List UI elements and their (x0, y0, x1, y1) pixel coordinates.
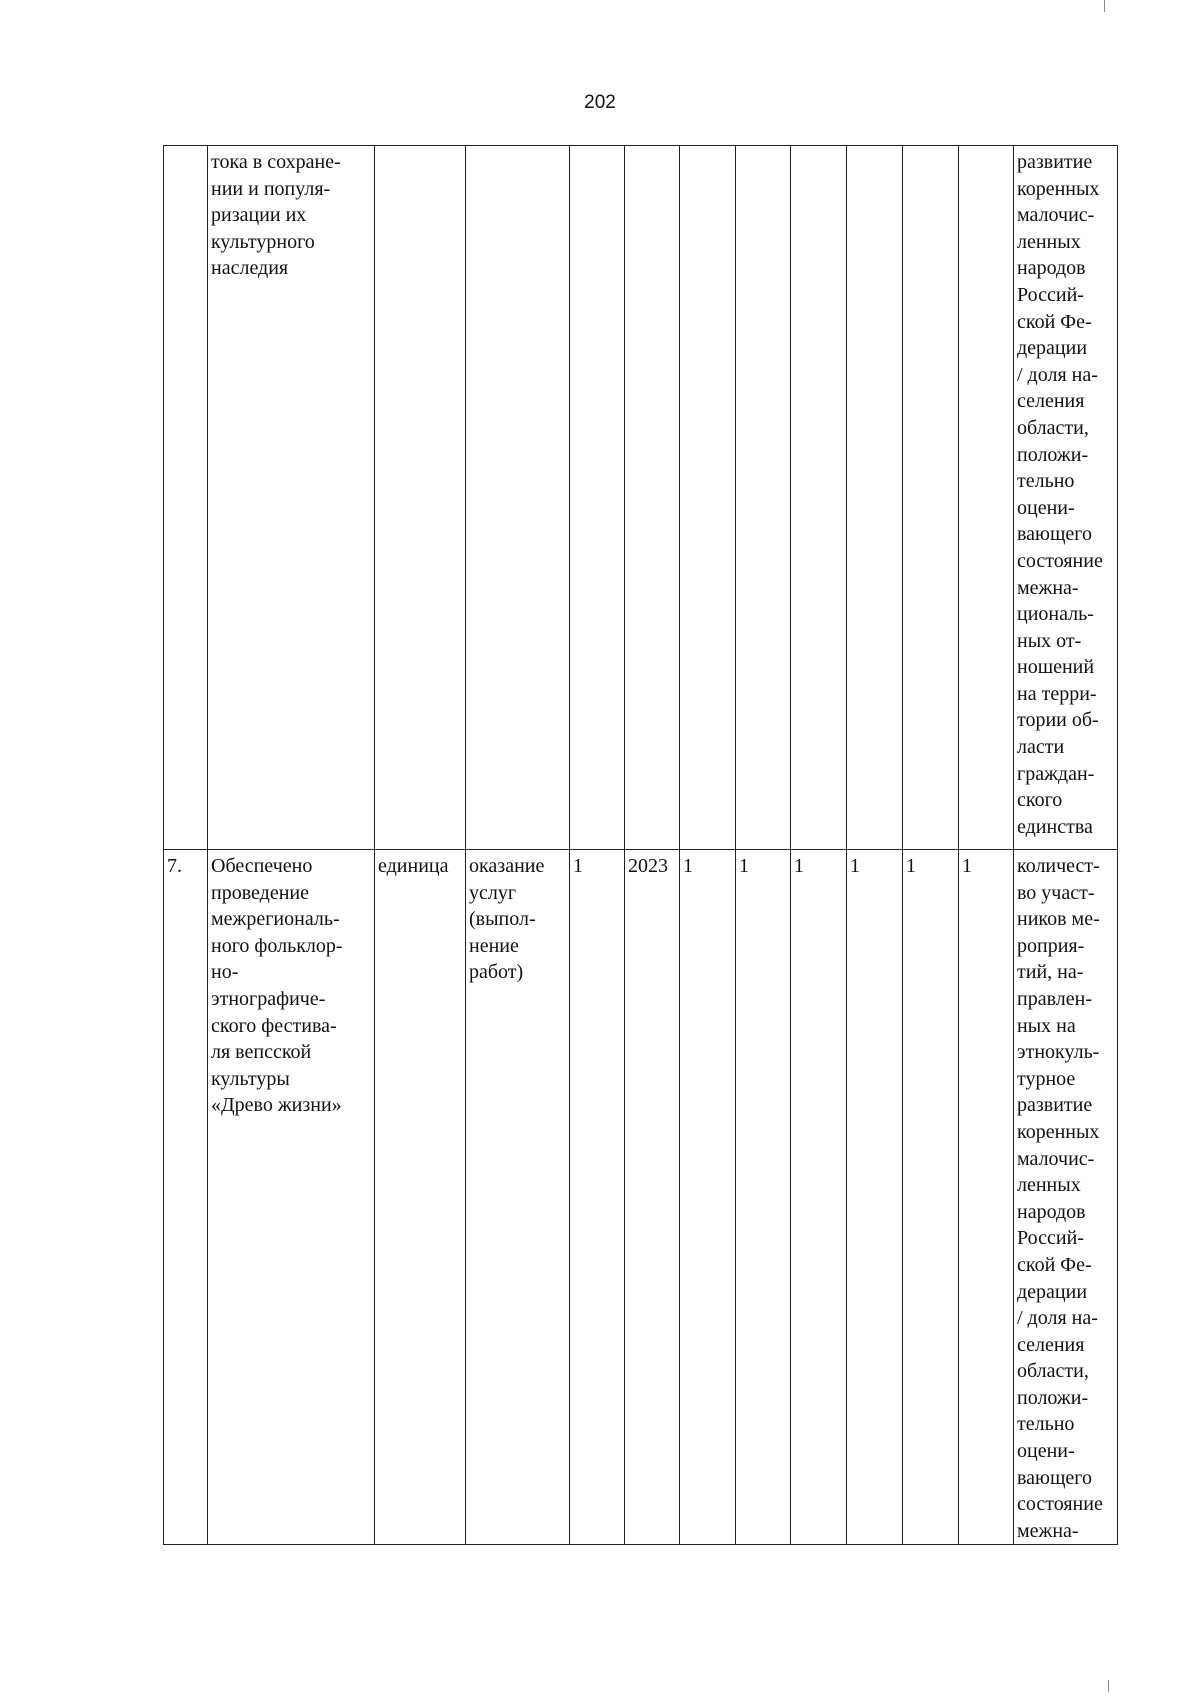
cell-year-value: 1 (903, 850, 959, 1545)
scan-mark-bottom (1108, 1680, 1109, 1692)
cell-indicator: развитие коренных малочис- ленных народов Россий- ской Фе- дерации / доля на- селения области, положи- тельно оцени- вающего состояние межна- циональ- ных от- ношений на терри- тории об- ласти граждан- ского единства (1014, 146, 1118, 850)
cell-result-name: Обеспечено проведение межрегиональ- ного фольклор- но- этнографиче- ского фестива- ля вепсской культуры «Древо жизни» (208, 850, 375, 1545)
cell-unit: единица (375, 850, 466, 1545)
cell-type: оказание услуг (выпол- нение работ) (466, 850, 570, 1545)
cell-year-value (959, 146, 1014, 850)
cell-indicator: количест- во участ- ников ме- роприя- тий, на- правлен- ных на этнокуль- турное развитие коренных малочис- ленных народов Россий- ской Фе- дерации / доля на- селения области, положи- тельно оцени- вающего состояние межна- (1014, 850, 1118, 1545)
cell-type (466, 146, 570, 850)
cell-unit (375, 146, 466, 850)
cell-year-value (847, 146, 903, 850)
cell-year-value: 1 (680, 850, 736, 1545)
page-number: 202 (584, 92, 616, 113)
cell-year-value: 1 (847, 850, 903, 1545)
table-row (164, 146, 1118, 850)
cell-year-value: 1 (791, 850, 847, 1545)
cell-year-value: 1 (959, 850, 1014, 1545)
cell-base-year (625, 146, 680, 850)
cell-year-value (791, 146, 847, 850)
scan-mark-top (1104, 0, 1105, 12)
table-row (164, 850, 1118, 1545)
document-table (163, 145, 1118, 1545)
cell-base-value: 1 (570, 850, 625, 1545)
document-table-frame (163, 145, 1117, 1545)
cell-number (164, 146, 208, 850)
cell-number: 7. (164, 850, 208, 1545)
cell-year-value (903, 146, 959, 850)
cell-year-value (736, 146, 791, 850)
cell-year-value (680, 146, 736, 850)
cell-base-value (570, 146, 625, 850)
cell-base-year: 2023 (625, 850, 680, 1545)
cell-year-value: 1 (736, 850, 791, 1545)
cell-result-name: тока в сохране- нии и популя- ризации их культурного наследия (208, 146, 375, 850)
